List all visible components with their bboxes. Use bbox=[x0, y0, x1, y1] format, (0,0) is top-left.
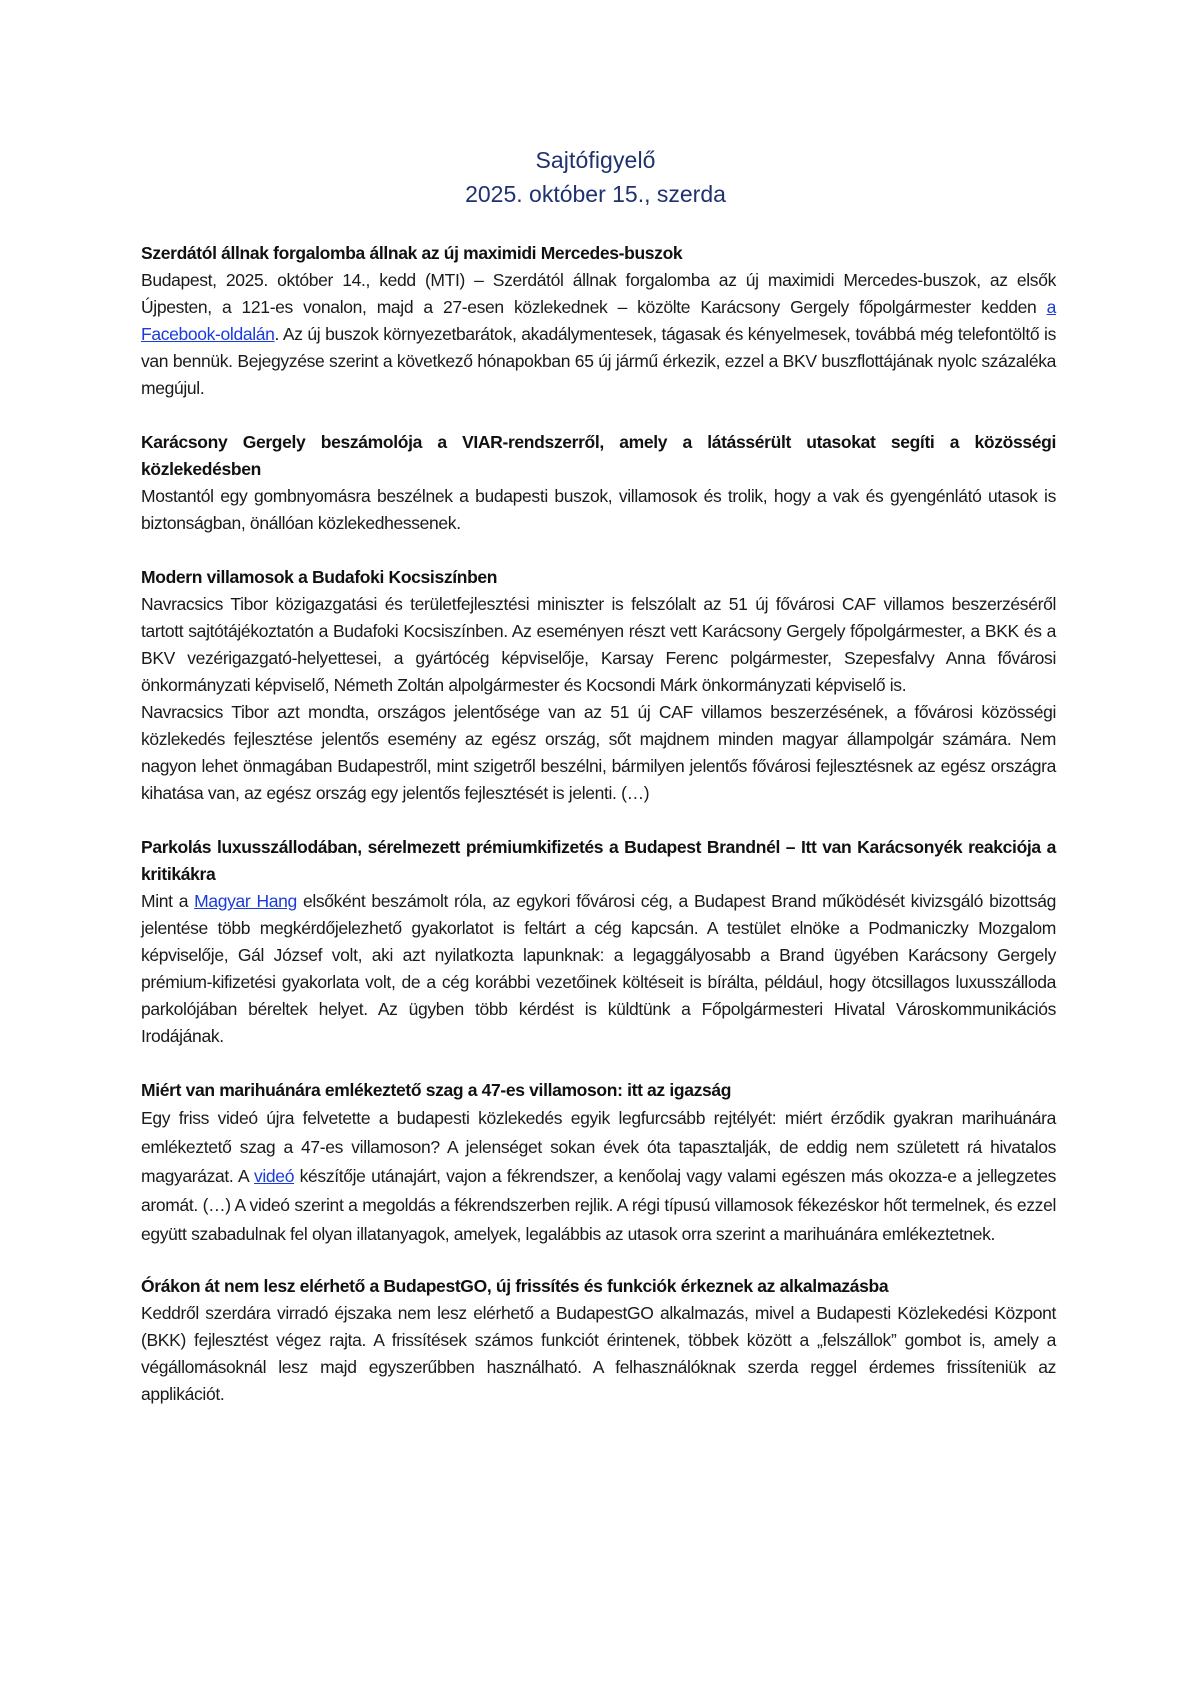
article-budapest-brand bbox=[141, 834, 1056, 1050]
document-title: Sajtófigyelő bbox=[535, 147, 656, 173]
article-text: Egy friss videó újra felvetette a budapesti közlekedés egyik legfurcsább rejtélyét: miért érződik gyakran marihuánára emlékeztető szag a 47-es villamoson? A jelenséget sokan évek óta tapasztalják, de eddig nem született rá hivatalos magyarázat. A bbox=[141, 1108, 1056, 1186]
article-text: készítője utánajárt, vajon a fékrendszer, a kenőolaj vagy valami egészen más okozza-e a jellegzetes aromát. (…) A videó szerint a megoldás a fékrendszerben rejlik. A régi típusú villamosok fékezéskor hőt termelnek, és ezzel együtt szabadulnak fel olyan illatanyagok, amelyek, legalábbis az utasok orra szerint a marihuánára emlékeztetnek. bbox=[141, 1166, 1056, 1244]
article-modern-trams bbox=[141, 564, 1056, 807]
article-budapestgo-update bbox=[141, 1273, 1056, 1408]
article-title: Miért van marihuánára emlékeztető szag a 47-es villamoson: itt az igazság bbox=[141, 1080, 732, 1100]
article-mercedes-buses bbox=[141, 240, 1056, 402]
article-title: Szerdától állnak forgalomba állnak az új maximidi Mercedes-buszok bbox=[141, 243, 683, 263]
article-body: Navracsics Tibor közigazgatási és területfejlesztési miniszter is felszólalt az 51 új fővárosi CAF villamos beszerzéséről tartott sajtótájékoztatón a Budafoki Kocsiszínben. Az eseményen részt vett Karácsony Gergely főpolgármester, a BKK és a BKV vezérigazgató-helyettesei, a gyártócég képviselője, Karsay Ferenc polgármester, Szepesfalvy Anna fővárosi önkormányzati képviselő, Németh Zoltán alpolgármester és Kocsondi Márk önkormányzati képviselő is. bbox=[141, 594, 1056, 695]
document-date: 2025. október 15., szerda bbox=[465, 181, 726, 207]
magyar-hang-link[interactable]: Magyar Hang bbox=[194, 891, 297, 911]
article-text: Mint a bbox=[141, 891, 195, 911]
article-body: Navracsics Tibor azt mondta, országos jelentősége van az 51 új CAF villamos beszerzésének, a fővárosi közösségi közlekedés fejlesztése jelentős esemény az egész ország, sőt majdnem minden magyar állampolgár számára. Nem nagyon lehet önmagában Budapestről, mint szigetről beszélni, bármilyen jelentős fővárosi fejlesztésnek az egész országra kihatása van, az egész ország egy jelentős fejlesztését is jelenti. (…) bbox=[141, 702, 1056, 803]
article-title: Karácsony Gergely beszámolója a VIAR-rendszerről, amely a látássérült utasokat segíti a közösségi közlekedésben bbox=[141, 432, 1056, 479]
article-title: Órákon át nem lesz elérhető a BudapestGO, új frissítés és funkciók érkeznek az alkalmazásba bbox=[141, 1276, 889, 1296]
article-viar-system bbox=[141, 429, 1056, 537]
article-body bbox=[141, 888, 1056, 1050]
article-list bbox=[141, 240, 1056, 1435]
video-link[interactable]: videó bbox=[253, 1166, 295, 1186]
article-body bbox=[141, 1104, 1056, 1249]
article-body: Keddről szerdára virradó éjszaka nem lesz elérhető a BudapestGO alkalmazás, mivel a Budapesti Közlekedési Központ (BKK) fejlesztést végez rajta. A frissítések számos funkciót érintenek, többek között a „felszállok” gombot is, amely a végállomásoknál lesz majd egyszerűbben használható. A felhasználóknak szerda reggel érdemes frissíteniük az applikációt. bbox=[141, 1303, 1056, 1404]
article-tram-47-smell bbox=[141, 1077, 1056, 1249]
document-header bbox=[0, 143, 1191, 211]
article-text: . Az új buszok környezetbarátok, akadálymentesek, tágasak és kényelmesek, továbbá még telefontöltő is van bennük. Bejegyzése szerint a következő hónapokban 65 új jármű érkezik, ezzel a BKV buszflottájának nyolc százaléka megújul. bbox=[141, 324, 1056, 398]
facebook-page-link[interactable]: a Facebook-oldalán bbox=[141, 297, 1056, 344]
article-body: Mostantól egy gombnyomásra beszélnek a budapesti buszok, villamosok és trolik, hogy a vak és gyengénlátó utasok is biztonságban, önállóan közlekedhessenek. bbox=[141, 486, 1056, 533]
article-text: Budapest, 2025. október 14., kedd (MTI) – Szerdától állnak forgalomba az új maximidi Mercedes-buszok, az elsők Újpesten, a 121-es vonalon, majd a 27-esen közlekednek – közölte Karácsony Gergely főpolgármester kedden bbox=[141, 270, 1056, 317]
article-text: elsőként beszámolt róla, az egykori fővárosi cég, a Budapest Brand működését kivizsgáló bizottság jelentése több megkérdőjelezhető gyakorlatot is feltárt a cég kapcsán. A testület elnöke a Podmaniczky Mozgalom képviselője, Gál József volt, aki azt nyilatkozta lapunknak: a legaggályosabb a Brand ügyében Karácsony Gergely prémium-kifizetési gyakorlata volt, de a cég korábbi vezetőinek költéseit is bírálta, például, hogy ötcsillagos luxusszálloda parkolójában béreltek helyet. Az ügyben több kérdést is küldtünk a Főpolgármesteri Hivatal Városkommunikációs Irodájának. bbox=[141, 891, 1056, 1046]
article-body bbox=[141, 267, 1056, 402]
article-title: Modern villamosok a Budafoki Kocsiszínben bbox=[141, 567, 498, 587]
article-title: Parkolás luxusszállodában, sérelmezett prémiumkifizetés a Budapest Brandnél – Itt van Karácsonyék reakciója a kritikákra bbox=[141, 837, 1056, 884]
